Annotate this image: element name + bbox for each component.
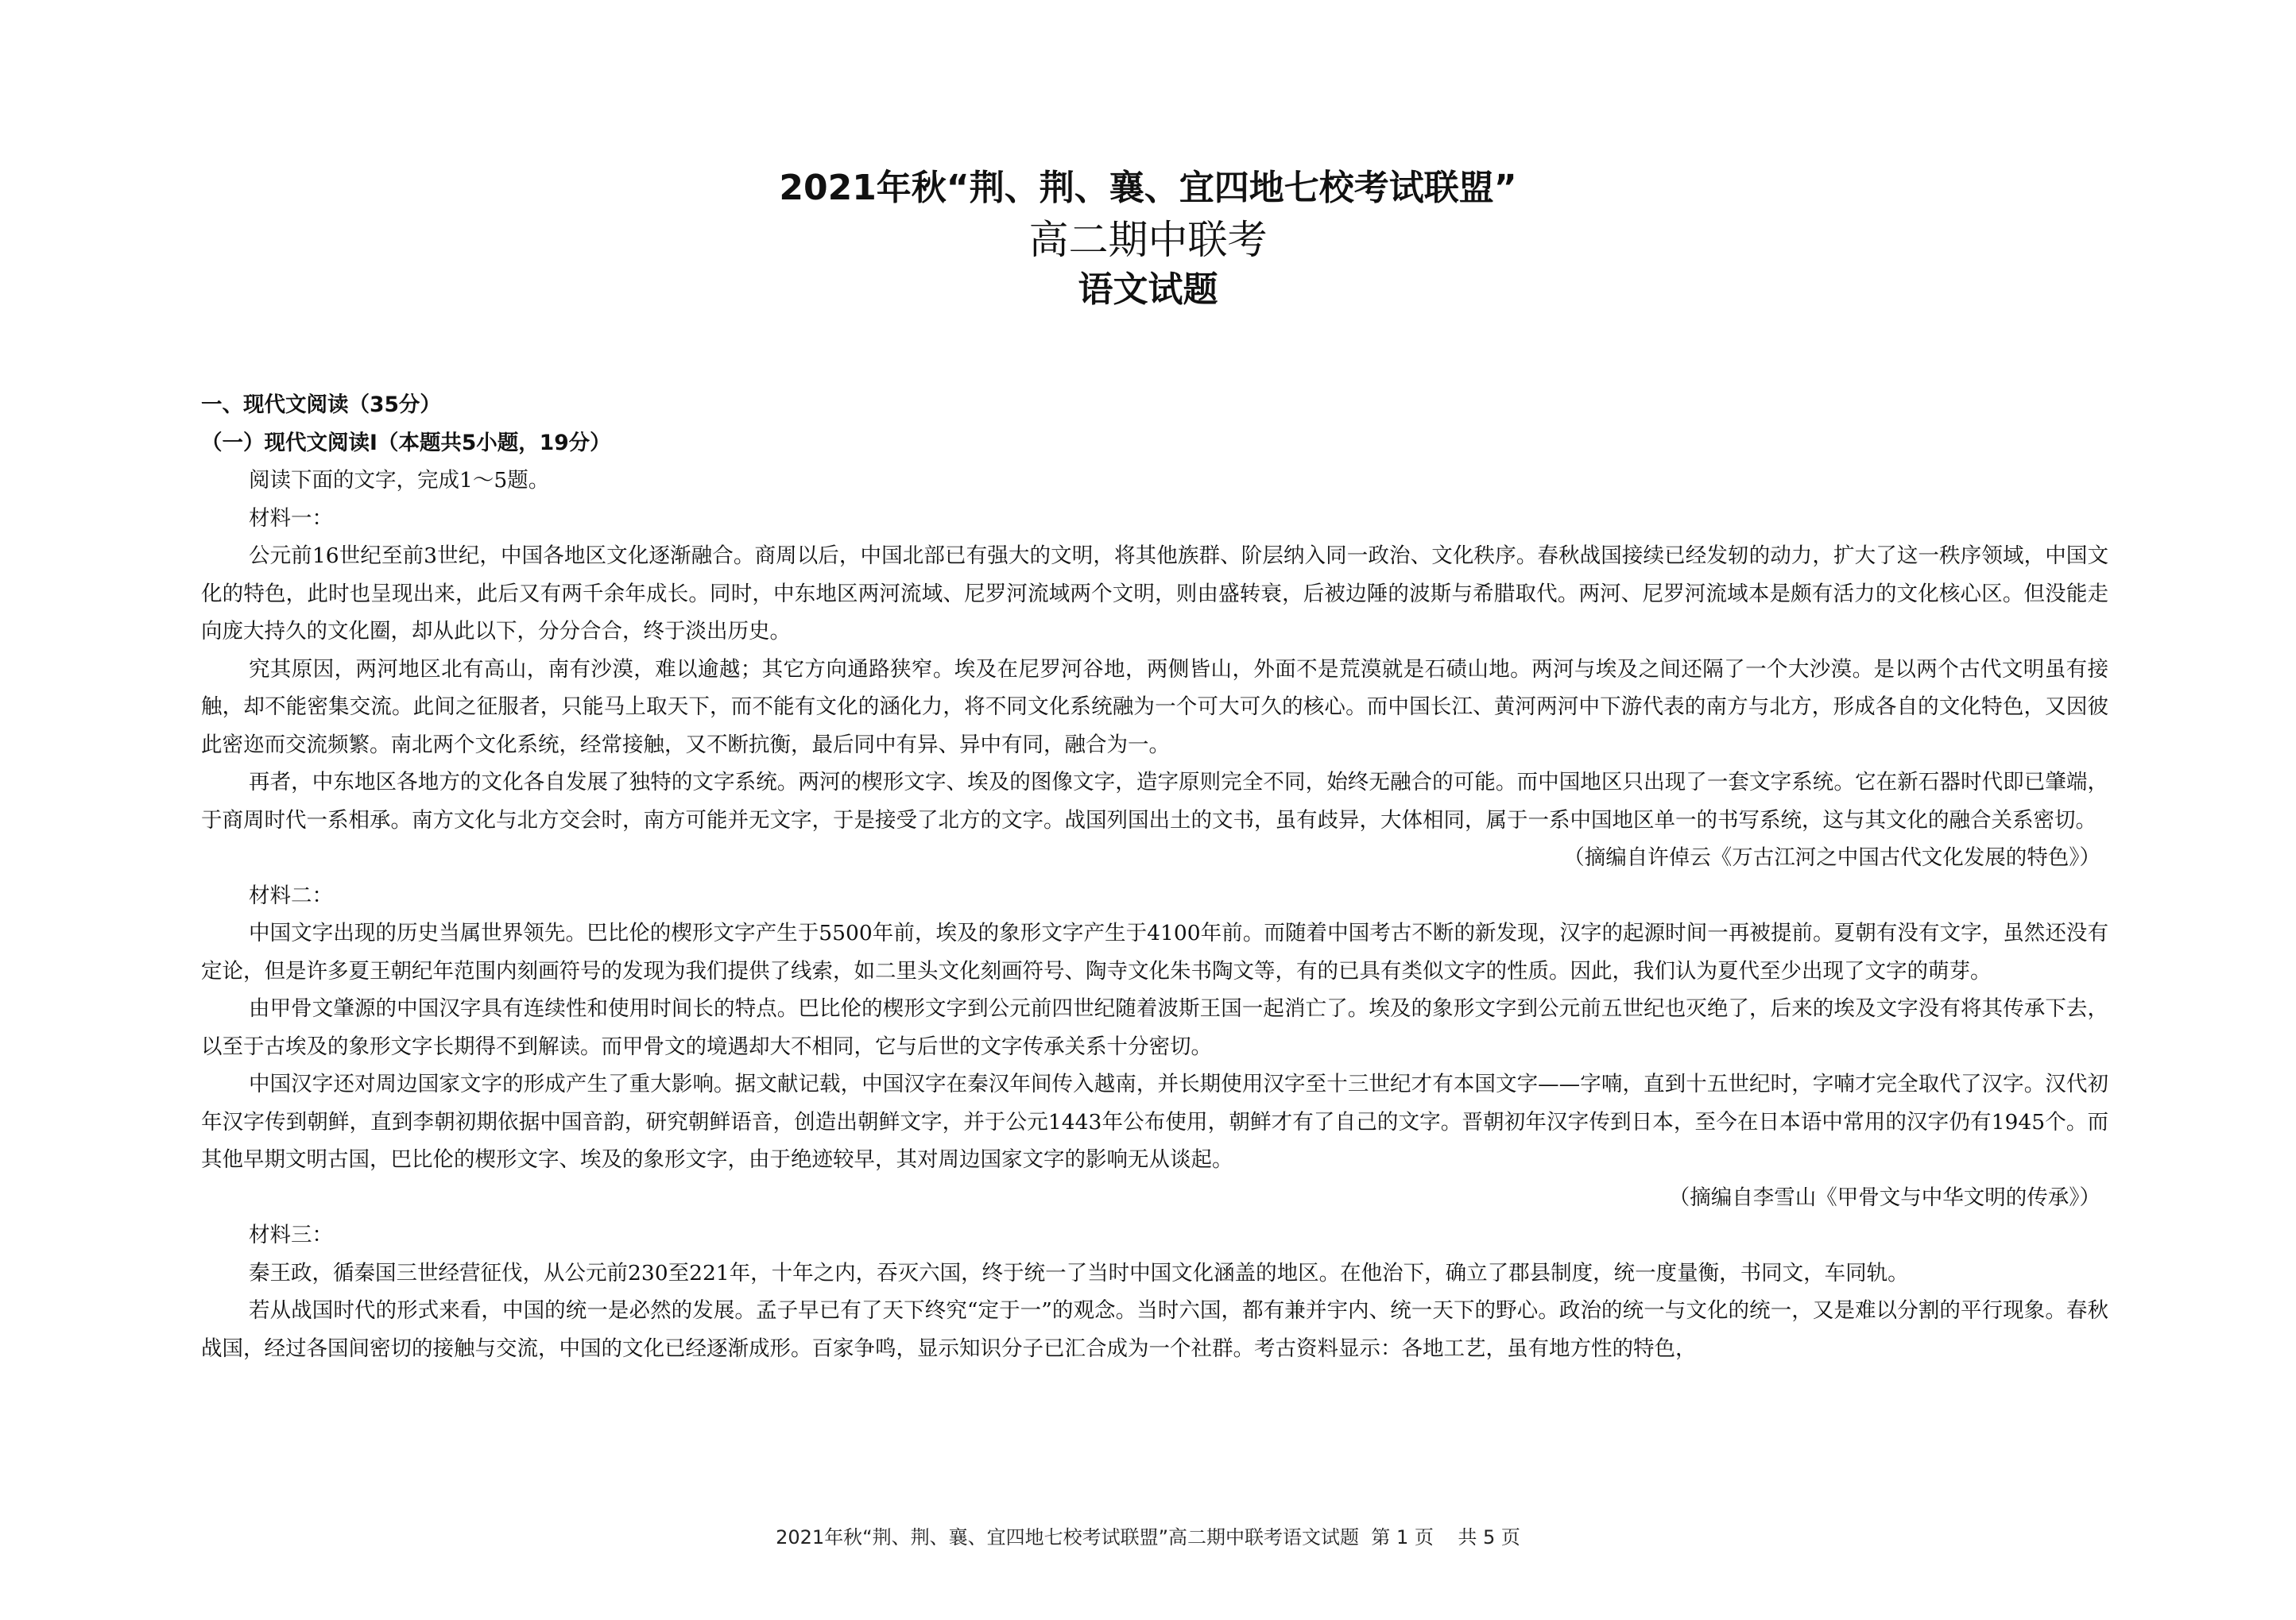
material-3-label: 材料三： — [249, 1223, 333, 1247]
page-footer: 2021年秋“荆、荆、襄、宜四地七校考试联盟”高二期中联考语文试题 第 1 页 共 5 页 — [776, 1526, 1520, 1548]
section-heading: 一、现代文阅读（35分） — [201, 392, 441, 417]
material-2-paragraph: 由甲骨文肇源的中国汉字具有连续性和使用时间长的特点。巴比伦的楔形文字到公元前四世纪随着波斯王国一起消亡了。埃及的象形文字到公元前五世纪也灭绝了，后来的埃及文字没有将其传承下去，以至于古埃及的象形文字长期得不到解读。而甲骨文的境遇却大不相同，它与后世的文字传承关系十分密切。 — [201, 996, 2108, 1059]
exam-type-title: 高二期中联考 — [1028, 217, 1268, 263]
material-1-paragraph: 再者，中东地区各地方的文化各自发展了独特的文字系统。两河的楔形文字、埃及的图像文字，造字原则完全不同，始终无融合的可能。而中国地区只出现了一套文字系统。它在新石器时代即已肇端，于商周时代一系相承。南方文化与北方交会时，南方可能并无文字，于是接受了北方的文字。战国列国出土的文书，虽有歧异，大体相同，属于一系中国地区单一的书写系统，这与其文化的融合关系密切。 — [201, 770, 2108, 833]
material-1-paragraph: 究其原因，两河地区北有高山，南有沙漠，难以逾越；其它方向通路狭窄。埃及在尼罗河谷地，两侧皆山，外面不是荒漠就是石碛山地。两河与埃及之间还隔了一个大沙漠。是以两个古代文明虽有接触，却不能密集交流。此间之征服者，只能马上取天下，而不能有文化的涵化力，将不同文化系统融为一个可大可久的核心。而中国长江、黄河两河中下游代表的南方与北方，形成各自的文化特色，又因彼此密迩而交流频繁。南北两个文化系统，经常接触，又不断抗衡，最后同中有异、异中有同，融合为一。 — [201, 656, 2108, 757]
exam-alliance-title: 2021年秋“荆、荆、襄、宜四地七校考试联盟” — [779, 168, 1517, 208]
subsection-heading: （一）现代文阅读Ⅰ（本题共5小题，19分） — [201, 430, 611, 455]
material-1-source: （摘编自许倬云《万古江河之中国古代文化发展的特色》） — [1563, 845, 2100, 870]
material-1-paragraph: 公元前16世纪至前3世纪，中国各地区文化逐渐融合。商周以后，中国北部已有强大的文明，将其他族群、阶层纳入同一政治、文化秩序。春秋战国接续已经发轫的动力，扩大了这一秩序领域，中国文化的特色，此时也呈现出来，此后又有两千余年成长。同时，中东地区两河流域、尼罗河流域两个文明，则由盛转衰，后被边陲的波斯与希腊取代。两河、尼罗河流域本是颇有活力的文化核心区。但没能走向庞大持久的文化圈，却从此以下，分分合合，终于淡出历史。 — [201, 543, 2108, 644]
material-2-source: （摘编自李雪山《甲骨文与中华文明的传承》） — [1668, 1185, 2100, 1210]
material-2-paragraph: 中国文字出现的历史当属世界领先。巴比伦的楔形文字产生于5500年前，埃及的象形文字产生于4100年前。而随着中国考古不断的新发现，汉字的起源时间一再被提前。夏朝有没有文字，虽然还没有定论，但是许多夏王朝纪年范围内刻画符号的发现为我们提供了线索，如二里头文化刻画符号、陶寺文化朱书陶文等，有的已具有类似文字的性质。因此，我们认为夏代至少出现了文字的萌芽。 — [201, 921, 2108, 984]
exam-content — [201, 386, 2108, 1367]
material-1-label: 材料一： — [249, 505, 333, 531]
material-2-paragraph: 中国汉字还对周边国家文字的形成产生了重大影响。据文献记载，中国汉字在秦汉年间传入越南，并长期使用汉字至十三世纪才有本国文字——字喃，直到十五世纪时，字喃才完全取代了汉字。汉代初年汉字传到朝鲜，直到李朝初期依据中国音韵，研究朝鲜语音，创造出朝鲜文字，并于公元1443年公布使用，朝鲜才有了自己的文字。晋朝初年汉字传到日本，至今在日本语中常用的汉字仍有1945个。而其他早期文明古国，巴比伦的楔形文字、埃及的象形文字，由于绝迹较早，其对周边国家文字的影响无从谈起。 — [201, 1072, 2108, 1172]
material-3-paragraph: 若从战国时代的形式来看，中国的统一是必然的发展。孟子早已有了天下终究“定于一”的观念。当时六国，都有兼并宇内、统一天下的野心。政治的统一与文化的统一，又是难以分割的平行现象。春秋战国，经过各国间密切的接触与交流，中国的文化已经逐渐成形。百家争鸣，显示知识分子已汇合成为一个社群。考古资料显示：各地工艺，虽有地方性的特色， — [201, 1298, 2108, 1361]
subject-title: 语文试题 — [1078, 269, 1218, 310]
material-3-paragraph: 秦王政，循秦国三世经营征伐，从公元前230至221年，十年之内，吞灭六国，终于统一了当时中国文化涵盖的地区。在他治下，确立了郡县制度，统一度量衡，书同文，车同轨。 — [249, 1260, 1909, 1286]
reading-instruction: 阅读下面的文字，完成1～5题。 — [249, 468, 550, 493]
material-2-label: 材料二： — [249, 883, 333, 908]
